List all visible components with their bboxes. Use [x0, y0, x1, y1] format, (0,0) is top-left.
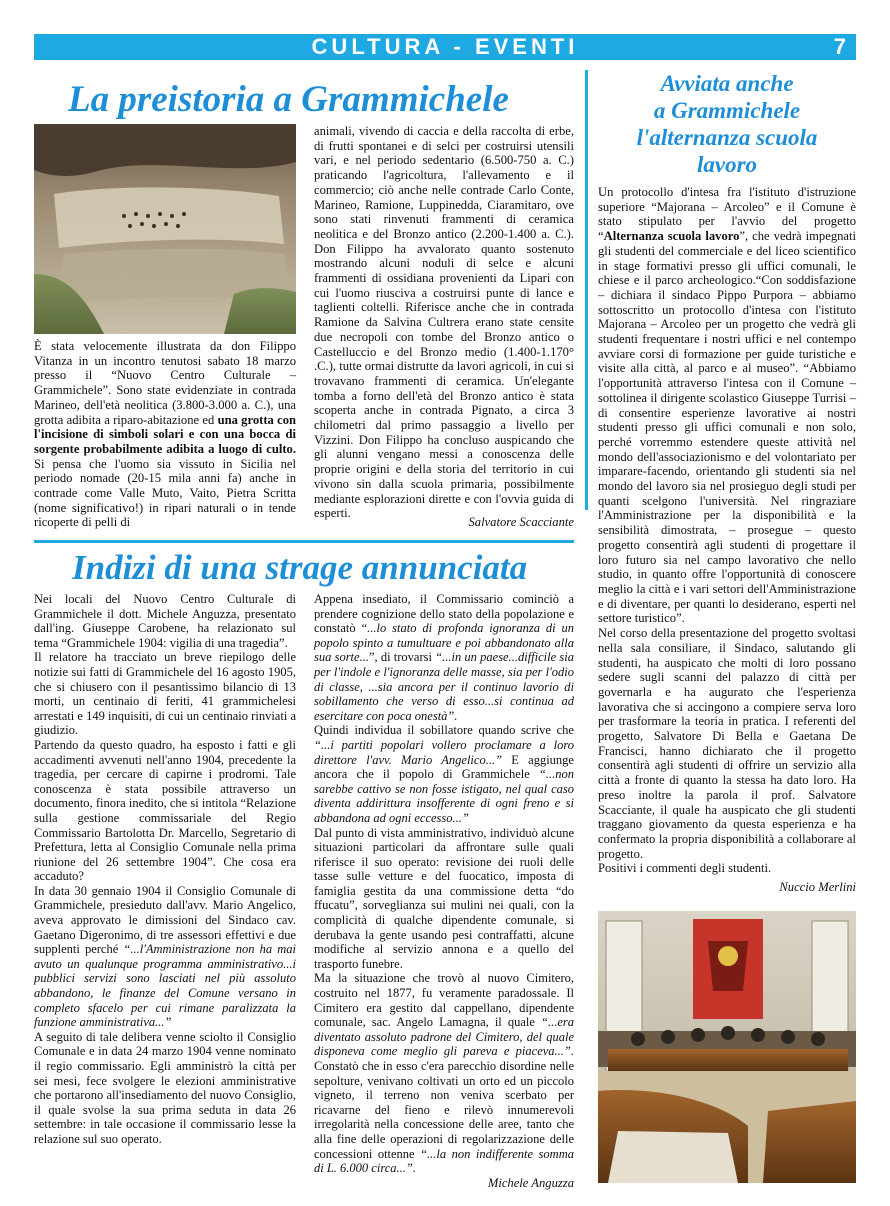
cave-photo-image: [34, 124, 296, 334]
article-divider: [34, 540, 574, 543]
article1-author: Salvatore Scacciante: [468, 515, 574, 529]
article1-title: La preistoria a Grammichele: [68, 79, 509, 120]
council-hall-photo-image: [598, 911, 856, 1183]
cave-photo: [34, 124, 296, 334]
article2-column-1: Nei locali del Nuovo Centro Culturale di Grammichele il dott. Michele Anguzza, presentato dall'ing. Giuseppe Carobene, ha relazionato sul tema “Grammichele 1904: vigilia di una tragedia”. Il relatore ha tracciato un breve riepilogo delle notizie sui fatti di Grammichele del 16 agosto 1905, che si chiusero con il pesantissimo bilancio di 13 morti, un centinaio di feriti, 41 grammichelesi arrestati e 149 inquisiti, di cui un centinaio rinviati a giudizio. Partendo da questo quadro, ha esposto i fatti e gli accadimenti avvenuti nell'anno 1904, precedente la tragedia, per cercare di capirne i prodromi. Tale conoscenza è stata possibile attraverso un documento, finora inedito, che si intitola “Relazione sulla gestione commissariale del Regio Commissario Bartolotta Dr. Marcello, Segretario di Prefettura, letta al Consiglio Comunale nella prima riunione del 26 settembre 1904”. Che cosa era accaduto? In data 30 gennaio 1904 il Consiglio Comunale di Grammichele, presieduto dall'avv. Mario Angelico, aveva approvato le dimissioni del Sindaco cav. Gaetano Digeronimo, di tre assessori effettivi e due supplenti perché “...l'Amministrazione non ha mai avuto un qualunque programma amministrativo...i pubblici servizi sono lasciati nel più assoluto abbandono, le finanze del Comune versano in completo sfacelo per cui rimane paralizzata la funzione amministrativa...” A seguito di tale delibera venne sciolto il Consiglio Comunale e in data 24 marzo 1904 venne nominato il regio commissario. Egli amministrò la città per sei mesi, fece svolgere le elezioni amministrative che portarono all'insediamento del nuovo Consiglio, il quale svolse la sua prima seduta in data 26 settembre: in tale occasione il commissario lesse la relazione sul suo operato.: [34, 592, 296, 1146]
article2-title: Indizi di una strage annunciata: [72, 548, 528, 587]
article3-title-line: l'alternanza scuola: [636, 125, 818, 150]
column-divider: [585, 70, 588, 510]
article3-author: Nuccio Merlini: [779, 880, 856, 894]
page-number: 7: [833, 34, 846, 59]
article2-author: Michele Anguzza: [487, 1176, 574, 1190]
council-hall-photo: [598, 911, 856, 1183]
article2-column-2: Appena insediato, il Commissario cominciò a prendere cognizione dello stato della popolazione e constatò “...lo stato di profonda ignoranza di un popolo spinto a tumultuare e poi abbandonato alla sua sorte...”, di trovarsi “...in un paese...difficile sia per l'indole e l'ignoranza delle masse, sia per l'odio di classe, ...sia ancora per il continuo lavorio di sobillamento che verso di esso...si continua ad esercitare con poca onestà”. Quindi individua il sobillatore quando scrive che “...i partiti popolari vollero proclamare a loro direttore l'avv. Mario Angelico...” E aggiunge ancora che il popolo di Grammichele “...non sarebbe cattivo se non fosse istigato, nel qual caso diventa addirittura insofferente di ogni freno e si abbandona ad ogni eccesso...” Dal punto di vista amministrativo, individuò alcune situazioni particolari da affrontare sulle quali riferisce il suo operato: revisione dei ruoli delle tasse sulle vetture e del fuocatico, imposta di famiglia gestita da una commissione detta “do ffucatu”, sorveglianza sui mulini nei quali, con la complicità di qualche dipendente comunale, si derubava la gente usando pesi contraffatti, alcune modifiche al servizio annona e a quello del trasporto funebre. Ma la situazione che trovò al nuovo Cimitero, costruito nel 1877, fu veramente paradossale. Il Cimitero era gestito dal cappellano, dipendente comunale, sac. Angelo Lamagna, il quale “...era diventato assoluto padrone del Cimitero, del quale disponeva come meglio gli pareva e piaceva...”. Constatò che in esso c'era parecchio disordine nelle sepolture, venivano coltivati un orto ed un piccolo vigneto, il terreno non veniva scerbato per ricavarne del fieno e rilevò innumerevoli irregolarità nella concessione delle aree, tanto che alla fine delle operazioni di regolarizzazione delle concessioni ottenne “...la non indifferente somma di L. 6.000 circa...”.: [314, 592, 574, 1176]
article1-column-1: È stata velocemente illustrata da don Filippo Vitanza in un incontro tenutosi sabato 18 marzo presso il “Nuovo Centro Culturale – Grammichele”. Sono state evidenziate in contrada Marineo, dell'età neolitica (3.800-3.000 a. C.), una grotta adibita a riparo-abitazione ed una grotta con l'incisione di simboli solari e con una bocca di sorgente probabilmente adibita a luogo di culto. Si pensa che l'uomo sia vissuto in Sicilia nel periodo nomade (20-15 mila anni fa) anche in contrade come Valle Muto, Vaito, Pietra Scritta (nome significativo!) in ripari naturali o in tende ricoperte di pelli di: [34, 339, 296, 530]
section-title: CULTURA - EVENTI: [311, 34, 579, 59]
section-header-bar: [34, 34, 856, 60]
article3-title-line: Avviata anche: [660, 71, 794, 96]
article1-column-2: animali, vivendo di caccia e della raccolta di erbe, di frutti spontanei e di selci per costruirsi utensili vari, e nel periodo sedentario (6.500-750 a. C.) praticando l'agricoltura, l'allevamento e il commercio; ciò anche nelle contrade Carlo Conte, Marineo, Ramione, Luppinedda, Ciaramitaro, ove sono stati rinvenuti frammenti di ceramica neolitica e del Bronzo antico (2.200-1.400 a. C.). Don Filippo ha avvalorato quanto sostenuto mostrando alcuni noduli di selce e alcuni frammenti di ossidiana provenienti da Lipari con cui l'uomo riusciva a costruirsi punte di lance e taglienti coltelli. Riferisce anche che in contrada Ramione da Salvina Cultrera erano state censite due necropoli con tombe del Bronzo antico o Castelluccio e del Bronzo medio (1.400-1.170° .C.), tutte ormai distrutte da lavori agricoli, in cui si trovavano frammenti di ceramica. Un'elegante tomba a forno dell'età del Bronzo antico è stata scoperta anche in contrada Pignato, a circa 3 chilometri dal primo passaggio a livello per Vizzini. Don Filippo ha concluso auspicando che gli alunni vengano messi a conoscenza delle proprie origini e della storia del territorio in cui vivono sin dalla scuola primaria, possibilmente mediante esplorazioni dirette e con l'ovvia guida di esperti.: [314, 124, 574, 521]
article3-title-line: lavoro: [696, 152, 758, 177]
article3-body: Un protocollo d'intesa fra l'istituto d'istruzione superiore “Majorana – Arcoleo” e il Comune è stato stipulato per l'avvio del progetto “Alternanza scuola lavoro”, che vedrà impegnati gli studenti del commerciale e del liceo scientifico in stage formativi presso gli uffici comunali, le chiese e il parco archeologico.“Con soddisfazione – dichiara il sindaco Pippo Purpora – abbiamo sottoscritto un protocollo d'intesa con l'istituto Majorana – Arcoleo per un progetto che vedrà gli studenti frequentare i nostri uffici e nel contempo avviare corsi di formazione per guide turistiche e visite alla città, al parco e al museo”. “Abbiamo l'opportunità attraverso l'intesa con il Comune – sottolinea il dirigente scolastico Giuseppe Turrisi – di consentire esperienze lavorative ai nostri studenti presso gli uffici comunali e non solo, perché vorremmo estendere queste attività nel mondo dell'associazionismo e del volontariato per imparare-facendo, orientando gli studenti sia nel mondo del lavoro sia nel prosieguo degli studi per quanti scelgono l'università. Nel ringraziare l'Amministrazione per la disponibilità e la sensibilità dimostrata, – prosegue – questo progetto consentirà agli studenti di progettare il loro futuro sia nel campo lavorativo che nello studio, in quanto offre l'opportunità di conoscere meglio la città e i vari settori dell'Amministrazione e di diventare, per quanti lo desiderano, esperti nel settore turistico”. Nel corso della presentazione del progetto svoltasi nella sala consiliare, il Sindaco, salutando gli studenti, ha auspicato che molti di loro possano sedere sugli scanni del palazzo di città per governarla e ha augurato che l'esperienza lavorativa che si accingono a compiere serva loro per trasformare la teoria in pratica. I referenti del progetto, Salvatore Di Bella e Gaetana De Francisci, hanno dichiarato che il progetto consentirà agli studenti di offrire un servizio alla città a fronte di quanto la stessa ha dato loro. Ha preso inoltre la parola il prof. Salvatore Scacciante, il quale ha auspicato che gli studenti traggano giovamento da questa esperienza e ha confermato la propria disponibilità a collaborare al progetto. Positivi i commenti degli studenti.: [598, 185, 856, 876]
article3-title: [598, 70, 856, 178]
article3-title-line: a Grammichele: [653, 98, 801, 123]
